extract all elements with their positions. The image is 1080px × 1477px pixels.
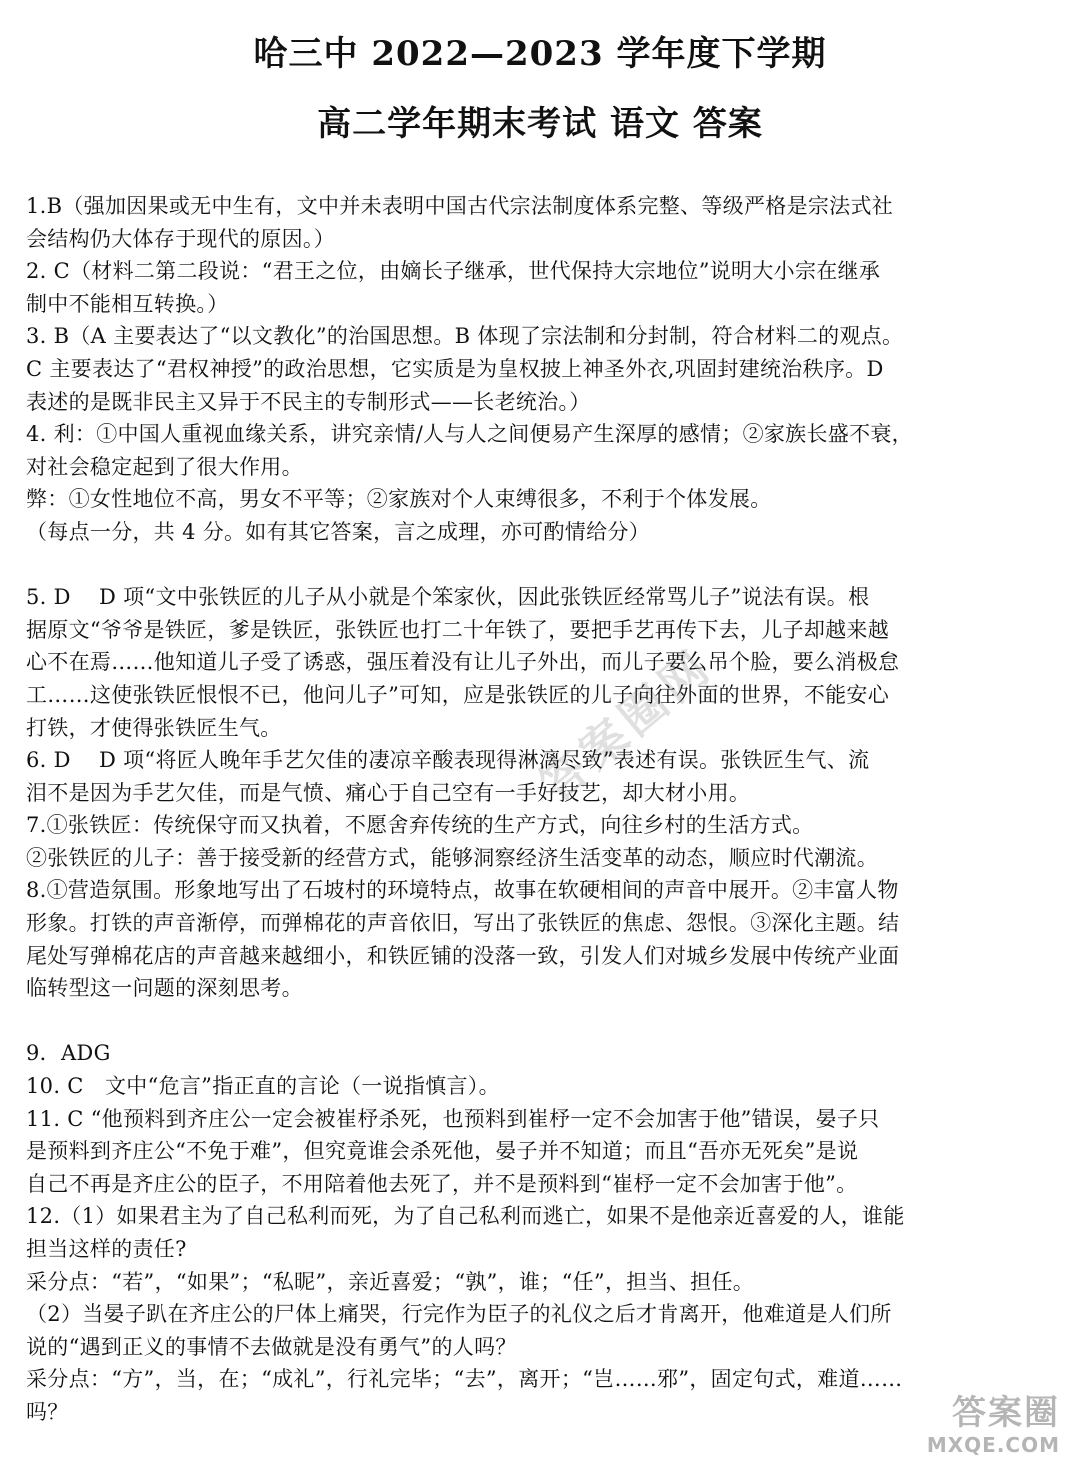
text-line: 弊：①女性地位不高，男女不平等；②家族对个人束缚很多，不利于个体发展。 [26,487,772,512]
text-line: 说的“遇到正义的事情不去做就是没有勇气”的人吗？ [26,1334,517,1359]
text-line: 担当这样的责任? [26,1237,187,1261]
logo-url: MXQE.COM [926,1433,1060,1457]
text-line: 是预料到齐庄公“不免于难”，但究竟谁会杀死他，晏子并不知道；而且“吾亦无死矣”是说 [26,1139,859,1164]
text-line: 会结构仍大体存于现代的原因。） [26,226,335,251]
text-line: 5. D D 项“文中张铁匠的儿子从小就是个笨家伙，因此张铁匠经常骂儿子”说法有误。根 [26,585,870,610]
text-line: 2. C（材料二第二段说：“君王之位，由嫡长子继承，世代保持大宗地位”说明大小宗在继承 [26,259,881,284]
text-line: 临转型这一问题的深刻思考。 [26,976,303,1001]
text-line: 工……这使张铁匠恨恨不已，他问儿子”可知，应是张铁匠的儿子向往外面的世界，不能安心 [26,682,890,707]
text-line: 1.B（强加因果或无中生有，文中并未表明中国古代宗法制度体系完整、等级严格是宗法式社 [26,194,894,218]
document-title-line1: 哈三中 2022—2023 学年度下学期 [253,34,827,74]
document-title-line2: 高二学年期末考试 语文 答案 [317,104,763,144]
text-line: 8.①营造氛围。形象地写出了石坡村的环境特点，故事在软硬相间的声音中展开。②丰富人物 [26,878,899,903]
text-line: 打铁，才使得张铁匠生气。 [26,715,282,740]
text-line: 对社会稳定起到了很大作用。 [26,454,303,479]
text-line: 12.（1）如果君主为了自己私利而死，为了自己私利而逃亡，如果不是他亲近喜爱的人，谁能 [26,1204,905,1229]
blank-line [26,1005,1054,1038]
text-line: ②张铁匠的儿子：善于接受新的经营方式，能够洞察经济生活变革的动态，顺应时代潮流。 [26,845,878,870]
text-line: 制中不能相互转换。） [26,291,229,316]
text-line: 7.①张铁匠：传统保守而又执着，不愿舍弃传统的生产方式，向往乡村的生活方式。 [26,813,814,838]
blank-line [26,549,1054,582]
text-line: 形象。打铁的声音渐停，而弹棉花的声音依旧，写出了张铁匠的焦虑、怨恨。③深化主题。结 [26,911,900,936]
text-line: 采分点：“若”，“如果”；“私昵”，亲近喜爱；“孰”，谁；“任”，担当、担任。 [26,1269,755,1294]
text-line: 尾处写弹棉花店的声音越来越细小，和铁匠铺的没落一致，引发人们对城乡发展中传统产业面 [26,943,900,968]
text-line: 吗？ [26,1399,69,1424]
text-line: C 主要表达了“君权神授”的政治思想，它实质是为皇权披上神圣外衣,巩固封建统治秩序。D [26,356,884,381]
text-line: 4. 利：①中国人重视血缘关系，讲究亲情/人与人之间便易产生深厚的感情；②家族长盛不衰， [26,422,913,447]
text-line: 表述的是既非民主又异于不民主的专制形式——长老统治。） [26,389,591,414]
logo-text: 答案圈 [952,1393,1060,1433]
text-line: 11. C “他预料到齐庄公一定会被崔杼杀死，也预料到崔杼一定不会加害于他”错误，晏子只 [26,1106,880,1131]
answer-content [26,190,1054,1429]
text-line: 10. C 文中“危言”指正直的言论（一说指慎言）。 [26,1074,500,1099]
text-line: 采分点：“方”，当，在；“成礼”，行礼完毕；“去”，离开；“岂……邪”，固定句式，难道…… [26,1367,903,1392]
text-line: 6. D D 项“将匠人晚年手艺欠佳的凄凉辛酸表现得淋漓尽致”表述有误。张铁匠生气、流 [26,748,870,773]
text-line: 3. B（A 主要表达了“以文教化”的治国思想。B 体现了宗法制和分封制，符合材料二的观点。 [26,324,904,349]
watermark: 答案圈网 [528,637,723,813]
text-line: 9．ADG [26,1041,111,1066]
text-line: 心不在焉……他知道儿子受了诱惑，强压着没有让儿子外出，而儿子要么吊个脸，要么消极怠 [26,650,900,675]
text-line: 泪不是因为手艺欠佳，而是气愤、痛心于自己空有一手好技艺，却大材小用。 [26,780,751,805]
text-line: 据原文“爷爷是铁匠，爹是铁匠，张铁匠也打二十年铁了，要把手艺再传下去，儿子却越来越 [26,617,890,642]
text-line: 自己不再是齐庄公的臣子，不用陪着他去死了，并不是预料到“崔杼一定不会加害于他”。 [26,1171,858,1196]
site-logo [870,1393,1060,1463]
text-line: （2）当晏子趴在齐庄公的尸体上痛哭，行完作为臣子的礼仪之后才肯离开，他难道是人们所 [26,1302,892,1327]
text-line: （每点一分，共 4 分。如有其它答案，言之成理，亦可酌情给分） [26,519,651,544]
